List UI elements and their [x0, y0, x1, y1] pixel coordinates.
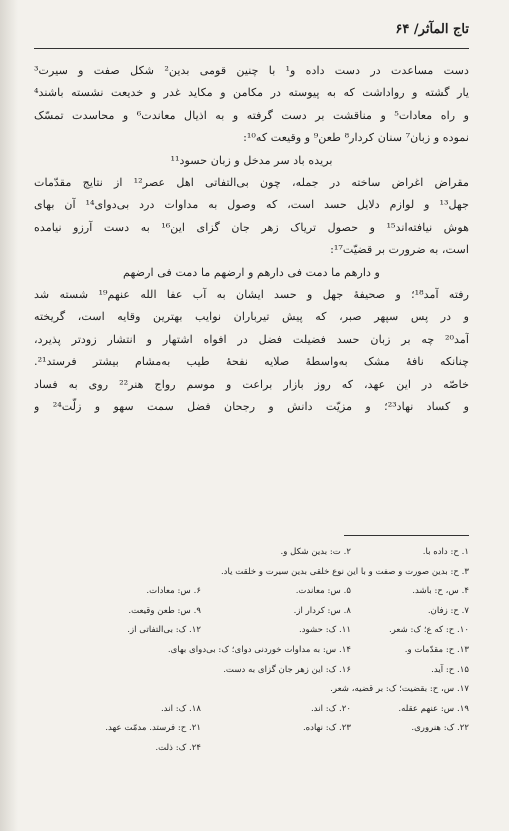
footnotes [34, 543, 469, 759]
footnote: ۱۵. ح: آید. [431, 664, 469, 675]
footnote-row [34, 543, 469, 563]
binding-shadow [0, 0, 18, 831]
text-line: و راه معادات⁵ و مناقشت بر دست گرفته و به اذیال معاندت⁶ و محاسدت تمسّک [34, 108, 469, 122]
main-text [34, 60, 469, 419]
text-line: دست مساعدت در دست داده و¹ با چنین قومی بدین² شکل صفت و سیرت³ [34, 64, 469, 77]
footnote-rule [344, 535, 469, 536]
footnote-row [34, 641, 469, 661]
footnote: ۳. ح: بدین صورت و صفت و با این نوع خلقی بدین سیرت و خلقت یاد. [220, 566, 469, 577]
running-header: تاج المآثر/ ۶۴ [395, 22, 469, 37]
footnote: ۲۰. ک: اند. [310, 703, 351, 714]
footnote-row [34, 563, 469, 583]
footnote: ۹. س: طعن وقیعت. [128, 605, 201, 616]
footnote: ۱۲. ک: بی‌التفاتی از. [127, 625, 201, 636]
text-line: جهل¹³ و لوازم دلایل حسد است، که وصول به مداوات درد بی‌دوای¹⁴ آن بهای [34, 198, 469, 212]
footnote-row [34, 602, 469, 622]
text-line: رفته آمد¹⁸؛ و صحیفهٔ جهل و حسد ایشان به آب عفا الله عنهم¹⁹ شسته شد [34, 288, 469, 302]
footnote: ۲۱. ح: فرستد. مدمّت عهد. [105, 723, 201, 734]
footnote: ۱۱. ک: حشود. [299, 625, 351, 636]
footnote: ۱۰. ح: که ع؛ ک: شعر. [388, 625, 469, 636]
text-line: است، به ضرورت بر قضیّت¹⁷: [330, 243, 469, 257]
footnote: ۲. ت: بدین شکل و. [280, 547, 351, 557]
footnote: ۲۲. ک: هنروری. [411, 723, 469, 734]
verse-line: و دارهم ما دمت فی دارهم و ارضهم ما دمت فی ارضهم [123, 265, 380, 279]
footnote: ۴. س، ح: باشد. [412, 586, 469, 597]
text-line: نموده و زبان⁷ سنان کردار⁸ طعن⁹ و وقیعت که¹⁰: [243, 131, 469, 145]
footnote-row [34, 719, 469, 739]
footnote: ۱۴. س: به مداوات خوردنی دوای؛ ک: بی‌دوای بهای. [167, 644, 351, 655]
text-line: خاصّه در این عهد، که روز بازار براعت و موسم رواج هنر²² روی به فساد [34, 377, 469, 391]
footnote: ۲۳. ک: نهاده. [302, 723, 351, 734]
footnote [351, 739, 469, 759]
footnote-row [34, 661, 469, 681]
footnote: ۷. ح: زفان. [427, 605, 469, 616]
text-line: و کساد نهاد²³؛ و مزیّت دانش و رجحان فضل سمت سهو و زلّت²⁴ و [34, 400, 469, 414]
text-line: هوش نیافته‌اند¹⁵ و حصول تریاک زهر جان گزای این¹⁶ به دست آرزو نیامده [34, 220, 469, 234]
text-line: و در پس سپهر صبر، که پیش تیرباران نوایب بهترین وقایه است، گریخته [34, 310, 469, 324]
footnote: ۱۳. ح: مقدّمات و. [404, 644, 469, 655]
footnote: ۱۷. س، ح: بقضیت؛ ک: بر قضیه، شعر. [330, 684, 469, 695]
footnote: ۵. س: معاندت. [295, 586, 351, 597]
footnote-row [34, 582, 469, 602]
text-line: یار گشته و رواداشت که به پیوسته در مکامن و مکاید غدر و خدیعت نشسته باشند⁴ [34, 86, 469, 100]
footnote: ۶. س: معادات. [146, 586, 201, 597]
footnote-row [34, 621, 469, 641]
footnote: ۱۶. ک: این زهر جان گزای به دست. [223, 664, 351, 675]
footnote: ۲۴. ک: ذلت. [155, 742, 201, 753]
text-line: مقراض اغراض ساخته در جمله، چون بی‌التفاتی اهل عصر¹² از نتایج مقدّمات [34, 176, 469, 190]
footnote: ۸. س: کردار از. [293, 605, 351, 616]
footnote: ۱. ح: داده با. [422, 547, 469, 557]
verse-line: بریده باد سر مدخل و زبان حسود¹¹ [170, 153, 333, 167]
footnote-row [34, 700, 469, 720]
footnote [201, 739, 351, 759]
text-line: چنانکه نافهٔ مشک به‌واسطهٔ صلایه نفحهٔ طیب به‌مشام بیشتر فرستد²¹. [34, 355, 469, 369]
text-line: آمد²⁰ چه بر زبان حسد فضیلت فضل در افواه اشتهار و انتشار زودتر پذیرد، [34, 332, 469, 346]
footnote-row [34, 680, 469, 700]
footnote-row [34, 739, 469, 759]
header-rule [34, 48, 469, 49]
footnote: ۱۸. ک: اند. [160, 703, 201, 714]
footnote: ۱۹. س: عنهم عقله. [398, 703, 469, 714]
